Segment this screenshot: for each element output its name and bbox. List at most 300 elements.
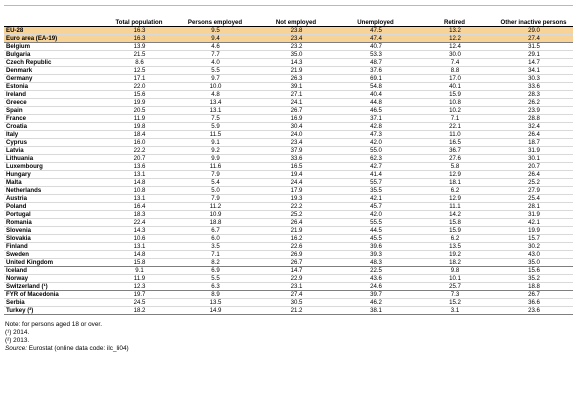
table-cell: 23.4 (290, 35, 303, 42)
table-cell: 11.5 (209, 131, 222, 138)
table-cell: 42.7 (370, 163, 382, 170)
table-cell: 45.7 (370, 203, 382, 210)
table-row (4, 107, 573, 115)
row-label: Bulgaria (6, 51, 31, 58)
row-label: Sweden (6, 251, 30, 258)
table-cell: 16.5 (290, 163, 303, 170)
table-cell: 33.6 (290, 155, 303, 162)
table-cell: 13.1 (133, 171, 146, 178)
table-cell: 47.4 (370, 35, 382, 42)
table-cell: 24.4 (290, 179, 303, 186)
table-cell: 9.4 (211, 35, 220, 42)
table-cell: 46.2 (370, 299, 382, 306)
table-cell: 10.8 (133, 187, 146, 194)
table-cell: 22.2 (133, 147, 146, 154)
table-cell: 47.5 (370, 27, 382, 34)
table-row (4, 203, 573, 211)
table-cell: 39.1 (290, 83, 303, 90)
header-persons-employed: Persons employed (174, 6, 256, 27)
table-cell: 18.3 (133, 211, 146, 218)
table-cell: 28.1 (528, 203, 540, 210)
table-cell: 40.7 (370, 43, 382, 50)
table-cell: 26.7 (290, 259, 303, 266)
table-row (4, 131, 573, 139)
table-row (4, 139, 573, 147)
table-cell: 27.1 (290, 91, 303, 98)
table-row (4, 299, 573, 307)
table-cell: 29.1 (528, 51, 540, 58)
table-cell: 22.1 (449, 123, 461, 130)
table-cell: 13.1 (133, 195, 146, 202)
table-cell: 42.1 (528, 219, 540, 226)
footnote-2: (²) 2013. (5, 337, 30, 344)
row-label: EU-28 (6, 27, 24, 34)
table-cell: 11.2 (209, 203, 222, 210)
table-cell: 35.0 (528, 259, 540, 266)
table-cell: 12.2 (449, 35, 461, 42)
table-cell: 12.9 (449, 195, 461, 202)
table-cell: 25.4 (528, 195, 540, 202)
table-cell: 3.5 (211, 243, 220, 250)
table-cell: 16.3 (133, 27, 146, 34)
row-label: Belgium (6, 43, 31, 50)
table-row (4, 307, 573, 315)
table-cell: 16.0 (133, 139, 146, 146)
table-cell: 23.1 (290, 283, 303, 290)
table-cell: 19.3 (290, 195, 303, 202)
table-row (4, 227, 573, 235)
table-header (4, 6, 573, 27)
row-label: Czech Republic (6, 59, 52, 66)
table-cell: 15.9 (449, 91, 461, 98)
table-cell: 35.5 (370, 187, 382, 194)
table-cell: 39.3 (370, 251, 382, 258)
table-cell: 16.9 (290, 115, 303, 122)
row-label: Croatia (6, 123, 27, 130)
table-cell: 6.0 (211, 235, 220, 242)
table-row (4, 291, 573, 299)
table-cell: 19.4 (290, 171, 303, 178)
table-cell: 37.1 (370, 115, 382, 122)
table-cell: 22.4 (133, 219, 146, 226)
table-cell: 15.8 (449, 219, 461, 226)
table-cell: 8.9 (211, 291, 220, 298)
header-unemployed: Unemployed (336, 6, 415, 27)
table-cell: 5.9 (211, 123, 220, 130)
table-cell: 24.5 (133, 299, 146, 306)
row-label: Switzerland (¹) (6, 283, 48, 290)
table-cell: 16.2 (290, 235, 303, 242)
table-cell: 30.4 (290, 123, 303, 130)
row-label: Poland (6, 203, 27, 210)
table-cell: 16.4 (133, 203, 146, 210)
table-cell: 21.9 (290, 227, 303, 234)
table-cell: 28.8 (528, 115, 540, 122)
table-cell: 7.4 (450, 59, 460, 66)
table-cell: 23.2 (290, 43, 303, 50)
table-cell: 9.7 (211, 75, 220, 82)
table-cell: 26.4 (528, 131, 540, 138)
table-cell: 16.5 (449, 139, 461, 146)
table-row (4, 91, 573, 99)
table-cell: 7.1 (211, 251, 220, 258)
table-cell: 23.6 (528, 307, 540, 314)
note-age: Note: for persons aged 18 or over. (5, 321, 102, 328)
table-cell: 37.6 (370, 67, 382, 74)
table-cell: 8.6 (135, 59, 144, 66)
table-cell: 30.5 (290, 299, 303, 306)
table-cell: 13.6 (133, 163, 146, 170)
table-cell: 19.8 (133, 123, 146, 130)
table-cell: 27.6 (449, 155, 461, 162)
table-cell: 11.6 (209, 163, 222, 170)
table-cell: 25.7 (449, 283, 461, 290)
table-cell: 11.9 (133, 275, 146, 282)
table-cell: 14.7 (290, 267, 303, 274)
table-cell: 34.1 (528, 67, 540, 74)
row-label: Turkey (²) (6, 307, 34, 314)
table-cell: 40.1 (449, 83, 461, 90)
table-cell: 14.2 (449, 211, 461, 218)
table-cell: 13.5 (449, 243, 461, 250)
table-cell: 5.8 (450, 163, 460, 170)
table-cell: 13.4 (209, 99, 222, 106)
table-cell: 5.4 (211, 179, 220, 186)
table-cell: 39.6 (370, 243, 382, 250)
table-cell: 7.3 (450, 291, 460, 298)
table-cell: 31.5 (528, 43, 540, 50)
table-cell: 6.7 (211, 227, 220, 234)
data-table-container (4, 5, 573, 353)
table-cell: 19.2 (449, 251, 461, 258)
table-cell: 4.0 (211, 59, 220, 66)
table-cell: 18.7 (528, 139, 540, 146)
table-row (4, 187, 573, 195)
row-label: Romania (6, 219, 32, 226)
table-cell: 42.0 (370, 139, 382, 146)
table-cell: 3.1 (450, 307, 460, 314)
table-cell: 41.4 (370, 171, 382, 178)
table-cell: 47.3 (370, 131, 382, 138)
table-cell: 48.3 (370, 259, 382, 266)
row-label: Serbia (6, 299, 25, 306)
table-cell: 27.9 (528, 187, 540, 194)
table-body (4, 27, 573, 315)
table-cell: 17.0 (449, 75, 461, 82)
table-cell: 25.2 (290, 211, 303, 218)
header-retired: Retired (415, 6, 494, 27)
header-country (4, 6, 104, 27)
row-label: Malta (6, 179, 22, 186)
row-label: Slovakia (6, 235, 31, 242)
source-text: Eurostat (online data code: ilc_li04) (27, 345, 129, 352)
row-label: United Kingdom (6, 259, 54, 266)
table-cell: 18.8 (528, 283, 540, 290)
table-cell: 20.7 (528, 163, 540, 170)
table-cell: 6.3 (211, 283, 220, 290)
table-cell: 22.0 (133, 83, 146, 90)
source-label: Source: (5, 345, 28, 352)
table-row (4, 195, 573, 203)
table-cell: 9.8 (450, 267, 460, 274)
table-row (4, 219, 573, 227)
table-cell: 15.8 (133, 259, 146, 266)
table-cell: 12.9 (449, 171, 461, 178)
table-cell: 10.9 (209, 211, 222, 218)
table-cell: 42.0 (370, 211, 382, 218)
table-cell: 8.8 (450, 67, 460, 74)
table-cell: 43.6 (370, 275, 382, 282)
table-cell: 11.9 (133, 115, 146, 122)
table-cell: 44.5 (370, 227, 382, 234)
table-cell: 7.5 (211, 115, 220, 122)
table-cell: 55.7 (370, 179, 382, 186)
table-row (4, 235, 573, 243)
table-cell: 21.2 (290, 307, 303, 314)
table-cell: 7.1 (450, 115, 460, 122)
table-cell: 8.2 (211, 259, 220, 266)
table-cell: 6.2 (450, 187, 460, 194)
table-cell: 26.2 (528, 99, 540, 106)
table-cell: 21.9 (290, 67, 303, 74)
table-cell: 14.3 (133, 227, 146, 234)
table-cell: 9.5 (211, 27, 220, 34)
table-row (4, 99, 573, 107)
table-cell: 18.2 (133, 307, 146, 314)
footnote-1: (¹) 2014. (5, 329, 30, 336)
table-cell: 25.2 (528, 179, 540, 186)
row-label: Portugal (6, 211, 31, 218)
table-row (4, 251, 573, 259)
row-label: Germany (6, 75, 33, 82)
row-label: Norway (6, 275, 29, 282)
table-cell: 13.5 (209, 299, 222, 306)
table-cell: 26.4 (290, 219, 303, 226)
table-cell: 13.2 (449, 27, 461, 34)
table-cell: 18.2 (449, 259, 461, 266)
table-cell: 26.3 (290, 75, 303, 82)
table-cell: 11.0 (449, 131, 461, 138)
table-row (4, 83, 573, 91)
table-cell: 26.9 (290, 251, 303, 258)
table-cell: 6.9 (211, 267, 220, 274)
table-cell: 7.9 (211, 171, 220, 178)
table-cell: 13.9 (133, 43, 146, 50)
table-cell: 17.9 (290, 187, 303, 194)
table-cell: 13.1 (133, 243, 146, 250)
row-label: Italy (6, 131, 19, 138)
table-cell: 30.3 (528, 75, 540, 82)
table-row (4, 27, 573, 35)
table-cell: 19.9 (528, 227, 540, 234)
table-cell: 35.2 (528, 275, 540, 282)
table-cell: 30.1 (528, 155, 540, 162)
table-cell: 26.7 (290, 107, 303, 114)
header-other-inactive: Other inactive persons (494, 6, 573, 27)
table-cell: 38.1 (370, 307, 382, 314)
table-cell: 16.3 (133, 35, 146, 42)
header-total-population: Total population (104, 6, 174, 27)
table-cell: 18.4 (133, 131, 146, 138)
row-label: Spain (6, 107, 23, 114)
table-row (4, 147, 573, 155)
table-cell: 9.9 (211, 155, 220, 162)
table-row (4, 75, 573, 83)
table-cell: 24.0 (290, 131, 303, 138)
table-cell: 22.6 (290, 243, 303, 250)
table-row (4, 59, 573, 67)
row-label: France (6, 115, 26, 122)
table-cell: 23.9 (528, 107, 540, 114)
table-cell: 39.7 (370, 291, 382, 298)
table-cell: 10.0 (209, 83, 222, 90)
table-cell: 9.2 (211, 147, 220, 154)
table-cell: 35.0 (290, 51, 303, 58)
table-cell: 31.9 (528, 211, 540, 218)
table-cell: 23.4 (290, 139, 303, 146)
table-cell: 5.5 (211, 67, 220, 74)
table-cell: 15.6 (528, 267, 540, 274)
table-cell: 10.8 (449, 99, 461, 106)
table-cell: 21.5 (133, 51, 146, 58)
table-cell: 44.8 (370, 99, 382, 106)
table-cell: 18.8 (209, 219, 222, 226)
table-cell: 24.6 (370, 283, 382, 290)
table-notes (4, 321, 573, 353)
table-cell: 14.8 (133, 251, 146, 258)
row-label: Lithuania (6, 155, 34, 162)
table-cell: 42.1 (370, 195, 382, 202)
table-cell: 48.7 (370, 59, 382, 66)
table-cell: 53.3 (370, 51, 382, 58)
table-cell: 37.9 (290, 147, 303, 154)
table-cell: 15.9 (449, 227, 461, 234)
table-row (4, 171, 573, 179)
table-cell: 22.5 (370, 267, 382, 274)
table-cell: 14.9 (209, 307, 222, 314)
table-row (4, 51, 573, 59)
table-cell: 14.3 (290, 59, 303, 66)
table-row (4, 43, 573, 51)
row-label: Finland (6, 243, 28, 250)
table-cell: 7.7 (211, 51, 220, 58)
table-cell: 14.7 (528, 59, 540, 66)
table-cell: 12.5 (133, 67, 146, 74)
table-cell: 11.1 (449, 203, 461, 210)
row-label: Netherlands (6, 187, 42, 194)
header-not-employed: Not employed (256, 6, 336, 27)
table-cell: 27.4 (528, 35, 540, 42)
table-cell: 4.6 (211, 43, 220, 50)
table-cell: 22.9 (290, 275, 303, 282)
table-row (4, 283, 573, 291)
table-row (4, 115, 573, 123)
table-row (4, 155, 573, 163)
row-label: Ireland (6, 91, 26, 98)
row-label: Estonia (6, 83, 29, 90)
table-cell: 36.6 (528, 299, 540, 306)
table-row (4, 35, 573, 43)
table-cell: 55.0 (370, 147, 382, 154)
table-cell: 54.8 (370, 83, 382, 90)
table-row (4, 179, 573, 187)
table-cell: 17.1 (133, 75, 146, 82)
table-cell: 40.4 (370, 91, 382, 98)
table-cell: 7.9 (211, 195, 220, 202)
table-cell: 9.1 (135, 267, 144, 274)
table-row (4, 267, 573, 275)
table-cell: 30.2 (528, 243, 540, 250)
row-label: Cyprus (6, 139, 27, 146)
table-row (4, 211, 573, 219)
row-label: Iceland (6, 267, 27, 274)
table-cell: 6.2 (450, 235, 460, 242)
table-cell: 62.3 (370, 155, 382, 162)
table-cell: 36.7 (449, 147, 461, 154)
row-label: Denmark (6, 67, 33, 74)
table-cell: 5.5 (211, 275, 220, 282)
source-line (5, 345, 573, 353)
table-cell: 45.5 (370, 235, 382, 242)
table-row (4, 259, 573, 267)
table-cell: 26.7 (528, 291, 540, 298)
table-cell: 10.6 (133, 235, 146, 242)
table-row (4, 67, 573, 75)
table-cell: 19.7 (133, 291, 146, 298)
table-cell: 10.2 (449, 107, 461, 114)
table-cell: 33.6 (528, 83, 540, 90)
table-cell: 15.6 (133, 91, 146, 98)
table-cell: 29.0 (528, 27, 540, 34)
table-cell: 27.4 (290, 291, 303, 298)
table-cell: 12.4 (449, 43, 461, 50)
table-cell: 18.1 (449, 179, 461, 186)
table-cell: 10.1 (449, 275, 461, 282)
table-cell: 19.9 (133, 99, 146, 106)
table-cell: 28.3 (528, 91, 540, 98)
data-table (4, 5, 573, 315)
table-row (4, 243, 573, 251)
table-cell: 42.8 (370, 123, 382, 130)
table-row (4, 123, 573, 131)
table-cell: 23.8 (290, 27, 303, 34)
table-cell: 9.1 (211, 139, 220, 146)
table-cell: 22.2 (290, 203, 303, 210)
table-cell: 20.5 (133, 107, 146, 114)
table-cell: 32.4 (528, 123, 540, 130)
table-cell: 26.4 (528, 171, 540, 178)
table-cell: 5.0 (211, 187, 220, 194)
row-label: Hungary (6, 171, 31, 178)
table-cell: 20.7 (133, 155, 146, 162)
table-cell: 69.1 (370, 75, 382, 82)
table-row (4, 275, 573, 283)
table-cell: 14.8 (133, 179, 146, 186)
table-cell: 30.0 (449, 51, 461, 58)
table-cell: 24.1 (290, 99, 303, 106)
row-label: Latvia (6, 147, 24, 154)
table-cell: 4.8 (211, 91, 220, 98)
row-label: Luxembourg (6, 163, 43, 170)
row-label: FYR of Macedonia (6, 291, 59, 298)
table-cell: 12.3 (133, 283, 146, 290)
table-row (4, 163, 573, 171)
table-cell: 15.2 (449, 299, 461, 306)
row-label: Austria (6, 195, 27, 202)
table-cell: 46.5 (370, 107, 382, 114)
table-cell: 13.1 (209, 107, 222, 114)
table-cell: 55.5 (370, 219, 382, 226)
